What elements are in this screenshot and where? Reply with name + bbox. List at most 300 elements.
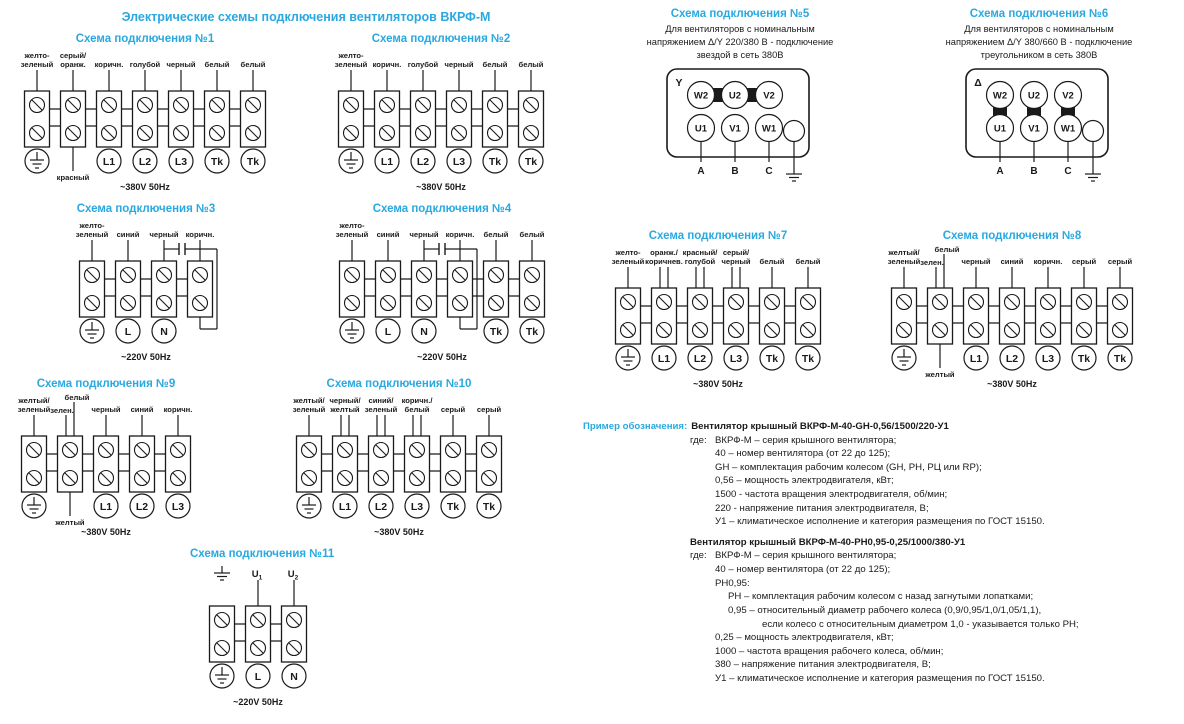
scheme-10-title: Схема подключения №10 [326,378,472,390]
voltage-label [121,352,171,362]
example-line: если колесо с относительным диаметром 1,0 - указывается только РН; [762,618,1079,630]
svg-text:белый: белый [64,393,90,402]
svg-text:синий: синий [130,405,154,414]
terminal-screw-icon [453,268,468,283]
svg-text:L2: L2 [135,501,149,513]
svg-text:зеленый: зеленый [611,257,645,266]
svg-text:V2: V2 [1062,90,1074,102]
protective-earth-icon [616,346,640,370]
svg-text:~380V 50Hz: ~380V 50Hz [81,527,131,537]
svg-text:голубой: голубой [129,60,161,69]
example-line: 220 - напряжение питания электродвигателя, В; [715,502,929,514]
terminal-screw-icon [801,295,816,310]
example-line: 0,25 – мощность электродвигателя, кВт; [715,632,894,644]
terminal-screw-icon [525,296,540,311]
scheme-6-note: Для вентиляторов с номинальным напряжением Δ/Y 380/660 В - подключение треугольником в сеть 380В [945,24,1133,60]
terminal-screw-icon [381,296,396,311]
terminal-screw-icon [657,295,672,310]
scheme-8 [872,230,1152,394]
terminal-screw-icon [193,296,208,311]
svg-text:~380V 50Hz: ~380V 50Hz [374,527,424,537]
terminal-screw-icon [482,443,497,458]
svg-text:Tk: Tk [1113,353,1127,365]
svg-text:желтый: желтый [55,518,85,527]
terminal-screw-icon [416,98,431,113]
svg-text:~380V 50Hz: ~380V 50Hz [987,379,1037,389]
terminal-screw-icon [621,323,636,338]
svg-text:V1: V1 [1028,123,1040,135]
svg-text:L1: L1 [102,156,116,168]
ground-icon [1085,167,1101,181]
scheme-1 [5,33,285,197]
terminal [1108,257,1133,370]
example-line: РН – комплектация рабочим колесом с назад загнутыми лопатками; [728,591,1034,603]
terminal-screw-icon [446,443,461,458]
terminal [446,230,475,317]
svg-text:L1: L1 [969,353,983,365]
scheme-4-diagram [320,217,564,367]
protective-earth-icon [340,319,364,343]
scheme-3-title: Схема подключения №3 [76,203,216,215]
terminal-screw-icon [338,443,353,458]
scheme-3 [60,203,232,367]
svg-text:B: B [731,166,739,178]
terminal-screw-icon [174,98,189,113]
terminal-screw-icon [345,268,360,283]
terminal [292,396,325,518]
ground-icon [786,167,802,181]
svg-text:желто-: желто- [615,248,641,257]
terminal-screw-icon [489,296,504,311]
svg-text:Tk: Tk [489,326,503,338]
terminal-screw-icon [621,295,636,310]
example-title-2: Вентилятор крышный ВКРФ-М-40-РН0,95-0,25/1000/380-У1 [690,536,966,548]
svg-text:L1: L1 [338,501,352,513]
svg-text:Δ: Δ [974,77,982,90]
svg-text:W1: W1 [1060,123,1076,135]
terminal-screw-icon [102,98,117,113]
terminal [17,396,50,518]
example-head [583,420,1183,434]
svg-text:L3: L3 [174,156,188,168]
svg-text:белый: белый [404,405,430,414]
scheme-5 [600,8,880,201]
svg-text:N: N [160,326,168,338]
svg-text:~220V 50Hz: ~220V 50Hz [233,697,283,707]
svg-text:черный: черный [409,230,439,239]
terminal-screw-icon [1077,323,1092,338]
terminal [887,248,920,370]
terminal-screw-icon [524,98,539,113]
scheme-8-diagram [872,244,1152,394]
terminal [483,60,508,173]
svg-text:зеленый: зеленый [887,257,921,266]
terminal [484,230,509,343]
svg-text:W1: W1 [761,123,777,135]
svg-text:серый: серый [476,405,502,414]
scheme-5-title: Схема подключения №5 [670,8,810,20]
svg-text:~380V 50Hz: ~380V 50Hz [416,182,466,192]
terminal [519,60,544,173]
terminal [1072,257,1097,370]
terminal-screw-icon [302,471,317,486]
terminal [210,566,235,688]
terminal [130,405,155,518]
terminal-screw-icon [524,126,539,141]
svg-text:коричн.: коричн. [1033,257,1063,266]
scheme-7 [596,230,840,394]
terminal-screw-icon [693,323,708,338]
svg-text:красный/: красный/ [682,248,718,257]
scheme-10-diagram [277,392,521,542]
capacitor-icon [424,243,477,255]
svg-text:черный: черный [961,257,991,266]
example-line: 40 – номер вентилятора (от 22 до 125); [715,564,891,576]
terminal-screw-icon [482,471,497,486]
terminal-screw-icon [374,471,389,486]
svg-text:желтый/: желтый/ [293,396,325,405]
terminal [409,230,438,343]
svg-text:зеленый: зеленый [334,60,368,69]
svg-text:красный: красный [56,173,90,182]
terminal [721,248,750,370]
svg-text:черный: черный [166,60,196,69]
terminal-screw-icon [488,126,503,141]
svg-text:V2: V2 [763,90,775,102]
scheme-11-title: Схема подключения №11 [190,548,335,560]
terminal-screw-icon [174,126,189,141]
terminal-screw-icon [969,323,984,338]
svg-text:коричн.: коричн. [372,60,402,69]
svg-text:Tk: Tk [1077,353,1091,365]
svg-text:C: C [1064,166,1072,178]
svg-text:Tk: Tk [765,353,779,365]
svg-text:U2: U2 [728,90,742,102]
svg-text:голубой: голубой [684,257,716,266]
svg-text:W2: W2 [693,90,709,102]
example-line: 0,56 – мощность электродвигателя, кВт; [715,475,894,487]
svg-text:зелен.: зелен. [920,258,944,267]
terminal-screw-icon [302,443,317,458]
terminal-screw-icon [693,295,708,310]
svg-text:W2: W2 [992,90,1008,102]
svg-text:синий: синий [116,230,140,239]
terminal-screw-icon [525,268,540,283]
svg-text:~380V 50Hz: ~380V 50Hz [693,379,743,389]
terminal-screw-icon [344,126,359,141]
terminal [149,230,178,343]
page-title: Электрические схемы подключения вентиляторов ВКРФ-М [121,10,491,24]
terminal-screw-icon [1005,323,1020,338]
protective-earth-icon [80,319,104,343]
scheme-6 [898,8,1180,201]
svg-text:белый: белый [795,257,821,266]
designation-example [583,420,1183,686]
svg-text:L3: L3 [410,501,424,513]
terminal [76,221,109,343]
svg-text:синий: синий [376,230,400,239]
svg-text:L2: L2 [374,501,388,513]
svg-text:зеленый: зеленый [17,405,51,414]
terminal [376,230,401,343]
svg-text:U1: $U_1$ [251,569,263,582]
terminal-screw-icon [453,296,468,311]
scheme-7-diagram [596,244,840,394]
svg-text:L: L [384,326,392,338]
terminal-screw-icon [801,323,816,338]
svg-text:A: A [996,166,1004,178]
terminal [408,60,439,173]
terminal-screw-icon [765,323,780,338]
terminal [164,405,193,518]
svg-text:коричнев.: коричнев. [645,257,683,266]
svg-text:Tk: Tk [246,156,260,168]
svg-text:L2: L2 [693,353,707,365]
svg-text:L: L [124,326,132,338]
terminal-screw-icon [138,98,153,113]
terminal [186,230,215,317]
example-title-1: Вентилятор крышный ВКРФ-М-40-GH-0,56/1500/220-У1 [691,421,949,432]
voltage-label [693,379,743,389]
terminal-screw-icon [210,126,225,141]
svg-text:Tk: Tk [210,156,224,168]
terminal-screw-icon [1041,295,1056,310]
scheme-3-diagram [60,217,232,367]
terminal-screw-icon [380,98,395,113]
terminal-screw-icon [452,126,467,141]
svg-text:N: N [290,671,298,683]
scheme-5-note: Для вентиляторов с номинальным напряжением Δ/Y 220/380 В - подключение звездой в сеть 380В [646,24,834,60]
svg-text:N: N [420,326,428,338]
terminal-screw-icon [138,126,153,141]
example-line: где: ВКРФ-М – серия крышного вентилятора; [690,434,897,446]
terminal-screw-icon [417,296,432,311]
terminal [520,230,545,343]
terminal-screw-icon [338,471,353,486]
example-line: 0,95 – относительный диаметр рабочего колеса (0,9/0,95/1,0/1,05/1,1), [728,604,1042,616]
svg-text:L2: L2 [1005,353,1019,365]
svg-text:зеленый: зеленый [20,60,54,69]
svg-text:L1: L1 [99,501,113,513]
terminal [205,60,230,173]
svg-text:Y: Y [675,77,683,90]
svg-text:Tk: Tk [488,156,502,168]
example-line: 380 – напряжение питания электродвигателя, В; [715,659,931,671]
svg-text:U2: U2 [1027,90,1041,102]
scheme-9 [2,378,210,542]
terminal-screw-icon [344,98,359,113]
terminal [373,60,402,173]
terminal [241,60,266,173]
svg-text:Tk: Tk [801,353,815,365]
scheme-2-diagram [319,47,563,197]
scheme-9-diagram [2,392,210,542]
terminal [50,393,90,527]
terminal-screw-icon [251,641,266,656]
scheme-8-title: Схема подключения №8 [942,230,1082,242]
svg-text:коричн.: коричн. [445,230,475,239]
svg-text:серый/: серый/ [722,248,750,257]
terminal-screw-icon [27,443,42,458]
scheme-9-title: Схема подключения №9 [36,378,176,390]
terminal-screw-icon [215,613,230,628]
scheme-1-title: Схема подключения №1 [75,33,215,45]
terminal-screw-icon [30,126,45,141]
protective-earth-icon [25,149,49,173]
terminal-screw-icon [452,98,467,113]
voltage-label [374,527,424,537]
example-line: 40 – номер вентилятора (от 22 до 125); [715,448,891,460]
terminal [1034,257,1063,370]
protective-earth-icon [339,149,363,173]
example-line: РН0,95: [715,577,750,589]
terminal-screw-icon [27,471,42,486]
scheme-4-title: Схема подключения №4 [372,203,512,215]
terminal-screw-icon [287,613,302,628]
scheme-6-title: Схема подключения №6 [969,8,1109,20]
svg-text:L1: L1 [657,353,671,365]
svg-text:U2: $U_2$ [287,569,299,582]
terminal-screw-icon [157,296,172,311]
protective-earth-icon [210,664,234,688]
terminal [91,405,120,518]
svg-text:коричн.: коричн. [163,405,193,414]
voltage-label [81,527,131,537]
terminal-screw-icon [63,471,78,486]
svg-text:желто-: желто- [24,51,50,60]
terminal-screw-icon [85,296,100,311]
svg-text:коричн.: коричн. [94,60,124,69]
voltage-label [987,379,1037,389]
terminal-screw-icon [1005,295,1020,310]
svg-text:белый: белый [204,60,230,69]
terminal [57,51,90,182]
terminal-screw-icon [417,268,432,283]
svg-text:L2: L2 [138,156,152,168]
svg-text:L1: L1 [380,156,394,168]
terminal-screw-icon [30,98,45,113]
svg-text:желтый/: желтый/ [888,248,920,257]
voltage-label [416,182,466,192]
svg-text:черный: черный [444,60,474,69]
svg-text:коричн./: коричн./ [401,396,433,405]
terminal-screw-icon [210,98,225,113]
ground-icon [214,566,230,580]
example-line: У1 – климатическое исполнение и категория размещения по ГОСТ 15150. [715,672,1045,684]
terminal-screw-icon [1113,323,1128,338]
scheme-1-diagram [5,47,285,197]
terminal-screw-icon [897,323,912,338]
terminal [612,248,645,370]
terminal-screw-icon [1077,295,1092,310]
terminal-screw-icon [121,268,136,283]
terminal-screw-icon [135,471,150,486]
example-line: GH – комплектация рабочим колесом (GH, РН, РЦ или RP); [715,461,982,473]
terminal-screw-icon [729,323,744,338]
svg-text:желто-: желто- [339,221,365,230]
terminal-screw-icon [246,126,261,141]
svg-text:U1: U1 [993,123,1007,135]
svg-text:белый: белый [759,257,785,266]
svg-text:серый: серый [1107,257,1133,266]
terminal-screw-icon [345,296,360,311]
terminal-screw-icon [657,323,672,338]
terminal-screw-icon [66,126,81,141]
example-line: где: ВКРФ-М – серия крышного вентилятора; [690,550,897,562]
terminal-screw-icon [85,268,100,283]
svg-text:черный: черный [91,405,121,414]
example-label: Пример обозначения: [583,421,688,432]
terminal-screw-icon [157,268,172,283]
svg-text:~220V 50Hz: ~220V 50Hz [121,352,171,362]
svg-text:серый: серый [440,405,466,414]
terminal-screw-icon [1113,295,1128,310]
svg-text:зелен.: зелен. [50,406,74,415]
scheme-11-diagram [190,562,326,712]
terminal [444,60,473,173]
svg-text:синий/: синий/ [368,396,394,405]
terminal-screw-icon [489,268,504,283]
scheme-2-title: Схема подключения №2 [371,33,511,45]
terminal [95,60,124,173]
scheme-11 [190,548,335,712]
voltage-label [417,352,467,362]
terminal [130,60,161,173]
terminal [441,405,466,518]
svg-text:~380V 50Hz: ~380V 50Hz [120,182,170,192]
terminal-screw-icon [374,443,389,458]
terminal-screw-icon [969,295,984,310]
terminal [645,248,683,370]
terminal [282,569,307,688]
scheme-6-diagram [954,65,1124,201]
terminal [329,396,361,518]
protective-earth-icon [892,346,916,370]
terminal [760,257,785,370]
example-line: 1500 - частота вращения электродвигателя, об/мин; [715,489,948,501]
terminal-screw-icon [897,295,912,310]
svg-text:белый: белый [483,230,509,239]
svg-text:серый/: серый/ [59,51,87,60]
svg-text:желтый/: желтый/ [18,396,50,405]
svg-text:Tk: Tk [482,501,496,513]
scheme-4 [320,203,564,367]
terminal [683,248,719,370]
terminal-screw-icon [410,471,425,486]
svg-text:Tk: Tk [524,156,538,168]
terminal [961,257,990,370]
terminal-screw-icon [121,296,136,311]
terminal-screw-icon [446,471,461,486]
svg-text:белый: белый [518,60,544,69]
terminal-screw-icon [410,443,425,458]
capacitor-icon [164,243,217,255]
terminal [246,569,271,688]
svg-text:серый: серый [1071,257,1097,266]
terminal-screw-icon [381,268,396,283]
svg-text:U1: U1 [694,123,708,135]
scheme-5-diagram [655,65,825,201]
terminal-screw-icon [215,641,230,656]
svg-text:C: C [765,166,773,178]
svg-text:оранж.: оранж. [60,60,86,69]
svg-text:B: B [1030,166,1038,178]
terminal [402,396,434,518]
terminal-screw-icon [933,323,948,338]
terminal-screw-icon [102,126,117,141]
terminal-screw-icon [251,613,266,628]
svg-text:синий: синий [1000,257,1024,266]
